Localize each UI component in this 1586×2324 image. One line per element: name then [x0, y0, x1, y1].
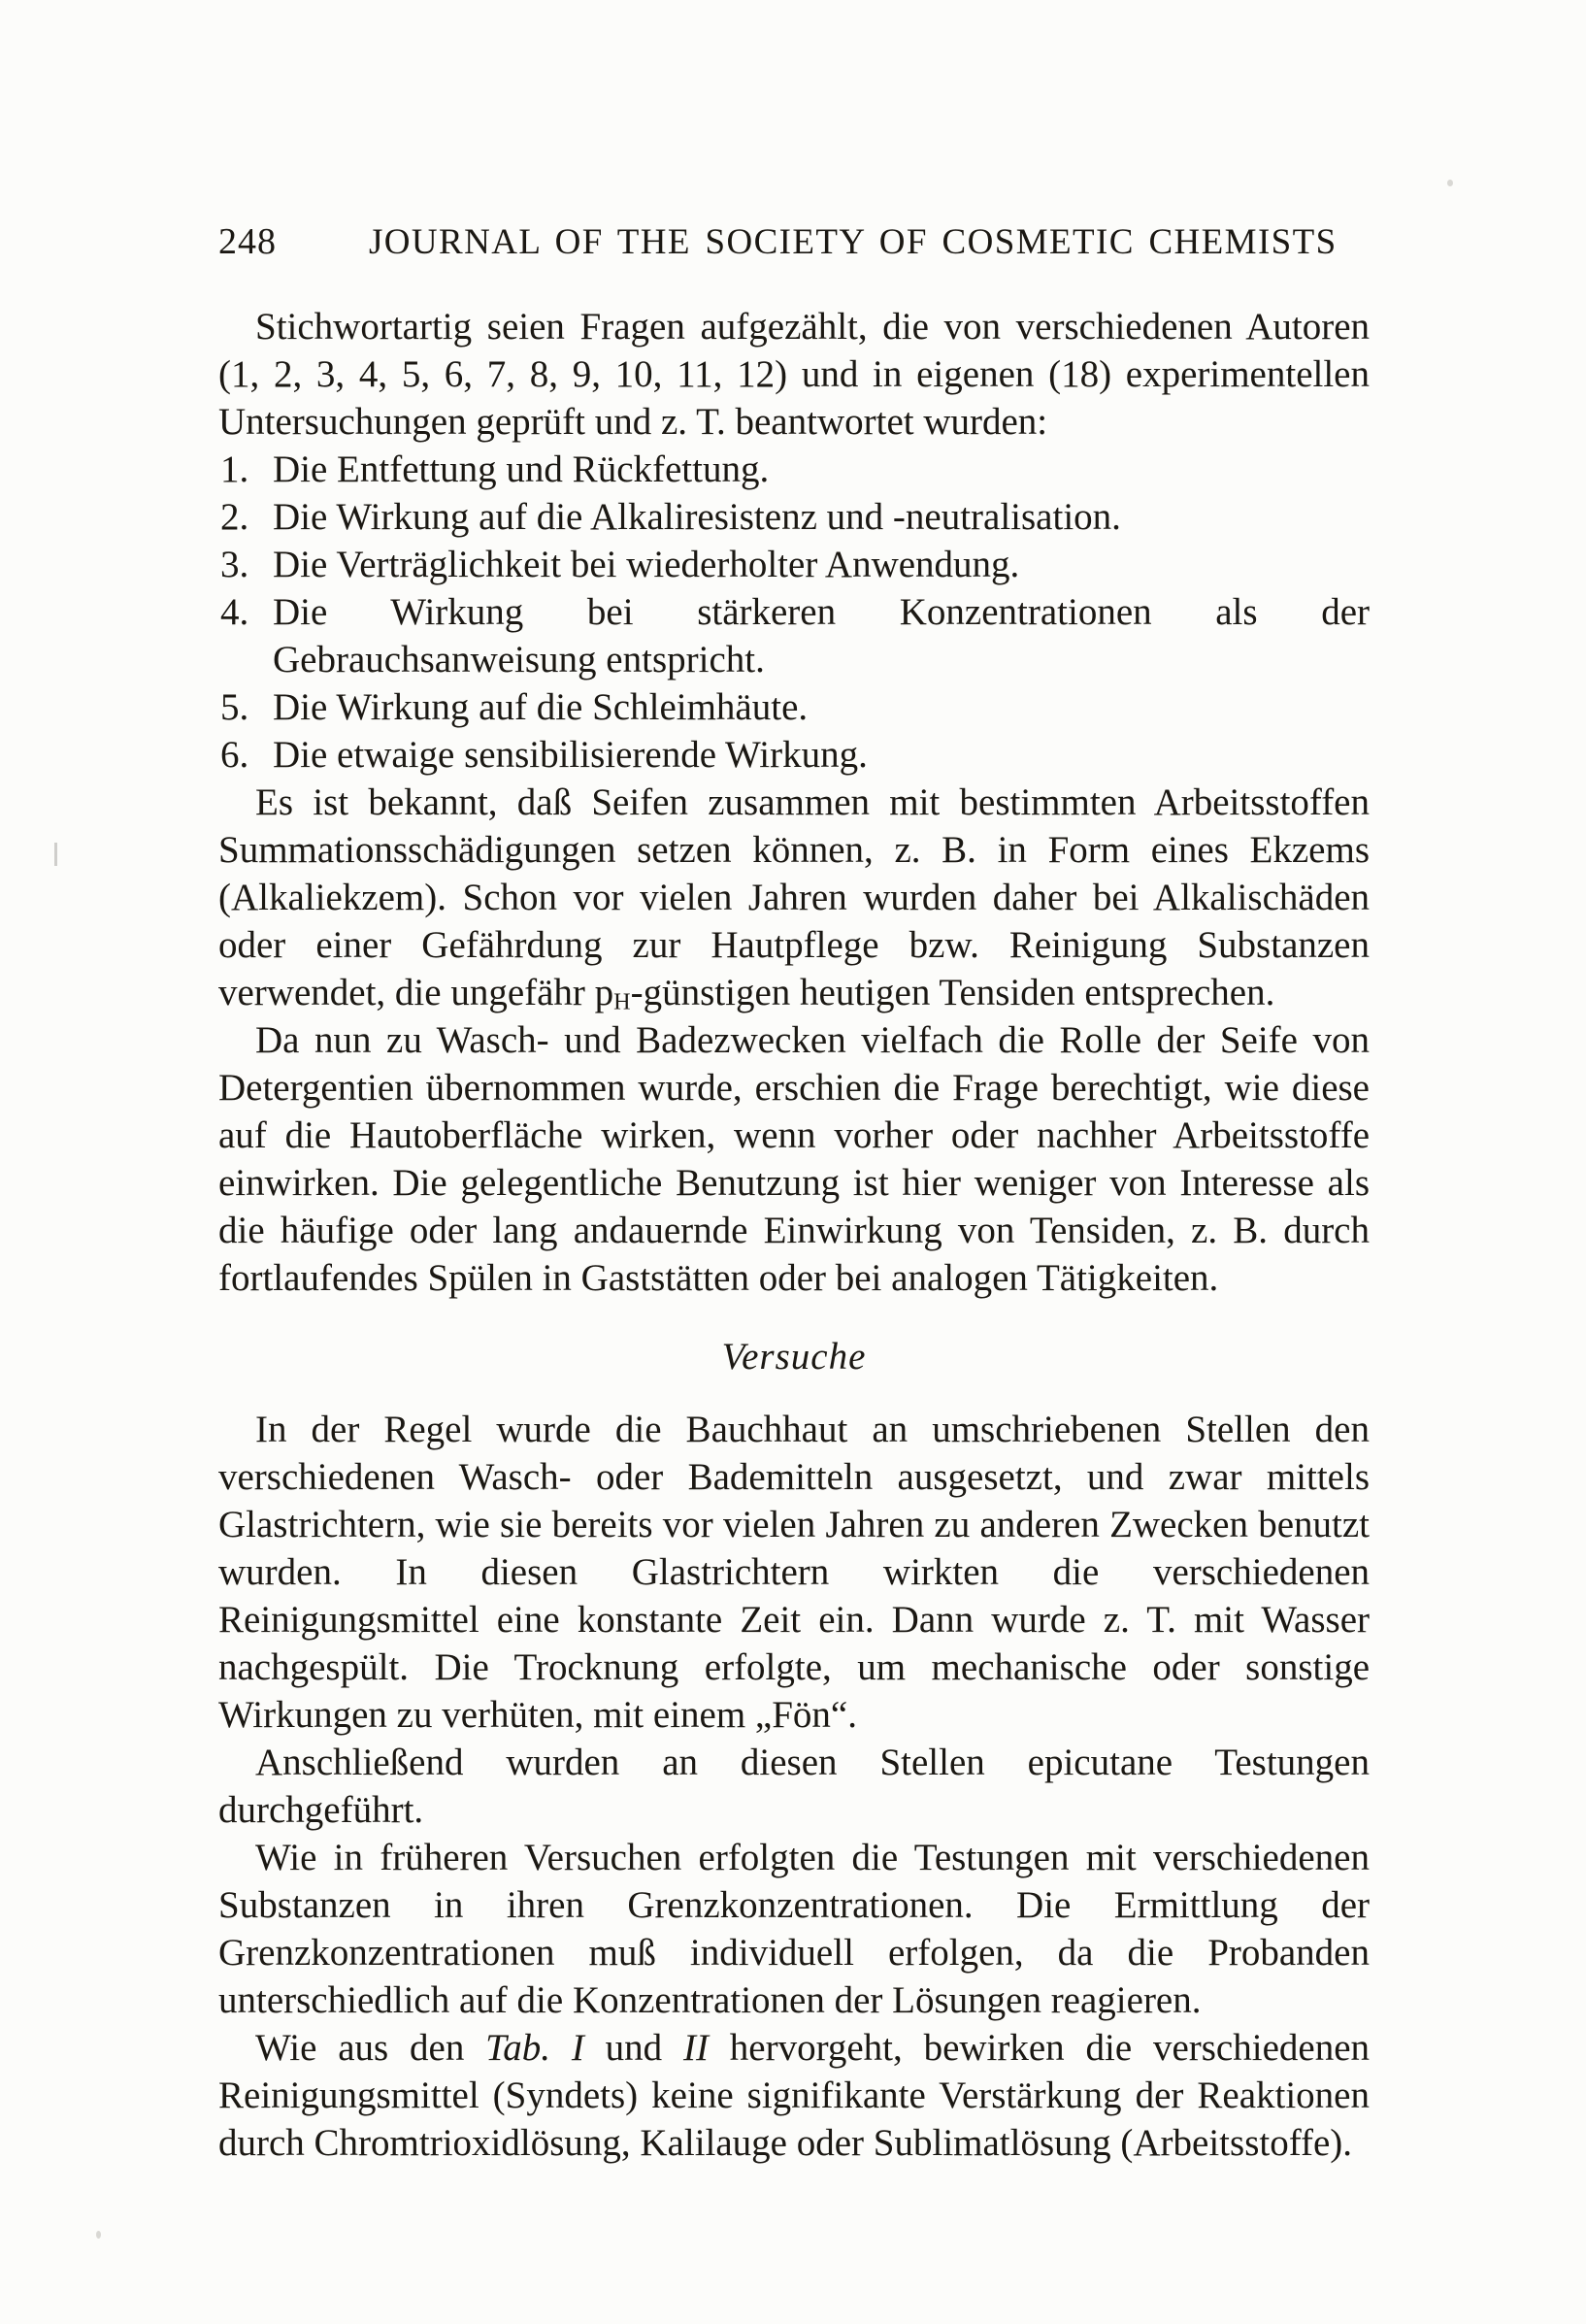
- concentration-paragraph-text: Wie in früheren Versuchen erfolgten die Testungen mit verschiedenen Substanzen in ihren Grenzkonzentrationen. Die Ermittlung der Grenzkonzentrationen muß individuell erfolgen, da die Probanden unterschiedlich auf die Konzentrationen der Lösungen reagieren.: [218, 1837, 1370, 2021]
- list-item-text: Die Entfettung und Rückfettung.: [273, 448, 770, 490]
- list-item: [218, 683, 1370, 731]
- scan-artifact: [96, 2231, 101, 2239]
- list-item-number: 5.: [220, 686, 249, 728]
- list-item: [218, 731, 1370, 779]
- list-item-number: 3.: [220, 544, 249, 585]
- table-reference-1: Tab. I: [485, 2027, 584, 2069]
- list-item-number: 1.: [220, 448, 249, 490]
- list-item: [218, 493, 1370, 541]
- method-paragraph: [218, 1406, 1370, 1739]
- intro-paragraph: [218, 303, 1370, 446]
- results-paragraph-text: Wie aus den: [255, 2027, 486, 2069]
- list-item-number: 2.: [220, 496, 249, 538]
- soap-paragraph-text: Es ist bekannt, daß Seifen zusammen mit bestimmten Arbeitsstoffen Summationsschädigungen setzen können, z. B. in Form eines Ekzems (Alkaliekzem). Schon vor vielen Jahren wurden daher bei Alkalischäden oder einer Gefährdung zur Hautpflege bzw. Reinigung Substanzen verwendet, die ungefähr p: [218, 781, 1370, 1013]
- list-item-number: 4.: [220, 591, 249, 633]
- results-paragraph-text: hervorgeht, bewirken die verschiedenen Reinigungsmittel (Syndets) keine signifikante Verstärkung der Reaktionen durch Chromtrioxidlösung, Kalilauge oder Sublimatlösung (Arbeitsstoffe).: [218, 2027, 1371, 2164]
- table-reference-2: II: [682, 2027, 709, 2069]
- ph-subscript: H: [613, 988, 631, 1015]
- list-item-text: Die Wirkung auf die Schleimhäute.: [273, 686, 809, 728]
- detergent-paragraph: [218, 1016, 1370, 1302]
- soap-paragraph-text-after: -günstigen heutigen Tensiden entsprechen.: [630, 972, 1275, 1013]
- scan-artifact: [54, 843, 57, 866]
- method-paragraph-text: In der Regel wurde die Bauchhaut an umschriebenen Stellen den verschiedenen Wasch- oder Bademitteln ausgesetzt, und zwar mittels Glastrichtern, wie sie bereits vor vielen Jahren zu anderen Zwecken benutzt wurden. In diesen Glastrichtern wirkten die verschiedenen Reinigungsmittel eine konstante Zeit ein. Dann wurde z. T. mit Wasser nachgespült. Die Trocknung erfolgte, um mechanische oder sonstige Wirkungen zu verhüten, mit einem „Fön“.: [218, 1409, 1370, 1736]
- journal-title: JOURNAL OF THE SOCIETY OF COSMETIC CHEMISTS: [369, 222, 1338, 262]
- results-paragraph: [218, 2024, 1370, 2167]
- list-item-number: 6.: [220, 734, 249, 776]
- results-paragraph-text: und: [583, 2027, 683, 2069]
- list-item-text: Die etwaige sensibilisierende Wirkung.: [273, 734, 868, 776]
- scan-artifact: [1447, 180, 1453, 186]
- list-item-text: Die Wirkung bei stärkeren Konzentrationen als der Gebrauchsanweisung entspricht.: [273, 591, 1370, 681]
- intro-paragraph-text: Stichwortartig seien Fragen aufgezählt, die von verschiedenen Autoren (1, 2, 3, 4, 5, 6, 7, 8, 9, 10, 11, 12) und in eigenen (18) experimentellen Untersuchungen geprüft und z. T. beantwortet wurden:: [218, 306, 1370, 443]
- list-item: [218, 446, 1370, 493]
- list-item: [218, 588, 1370, 683]
- list-item-text: Die Verträglichkeit bei wiederholter Anwendung.: [273, 544, 1020, 585]
- question-list: [218, 446, 1370, 779]
- list-item-text: Die Wirkung auf die Alkaliresistenz und -neutralisation.: [273, 496, 1121, 538]
- list-item: [218, 541, 1370, 588]
- concentration-paragraph: [218, 1834, 1370, 2024]
- section-heading-versuche: Versuche: [721, 1336, 867, 1378]
- testing-paragraph-text: Anschließend wurden an diesen Stellen epicutane Testungen durchgeführt.: [218, 1742, 1370, 1831]
- detergent-paragraph-text: Da nun zu Wasch- und Badezwecken vielfach die Rolle der Seife von Detergentien übernommen wurde, erschien die Frage berechtigt, wie diese auf die Hautoberfläche wirken, wenn vorher oder nachher Arbeitsstoffe einwirken. Die gelegentliche Benutzung ist hier weniger von Interesse als die häufige oder lang andauernde Einwirkung von Tensiden, z. B. durch fortlaufendes Spülen in Gaststätten oder bei analogen Tätigkeiten.: [218, 1019, 1370, 1299]
- testing-paragraph: [218, 1739, 1370, 1834]
- page-number: 248: [218, 221, 277, 262]
- soap-paragraph: [218, 779, 1370, 1016]
- text-column: [218, 218, 1370, 2167]
- running-head: [218, 218, 1370, 266]
